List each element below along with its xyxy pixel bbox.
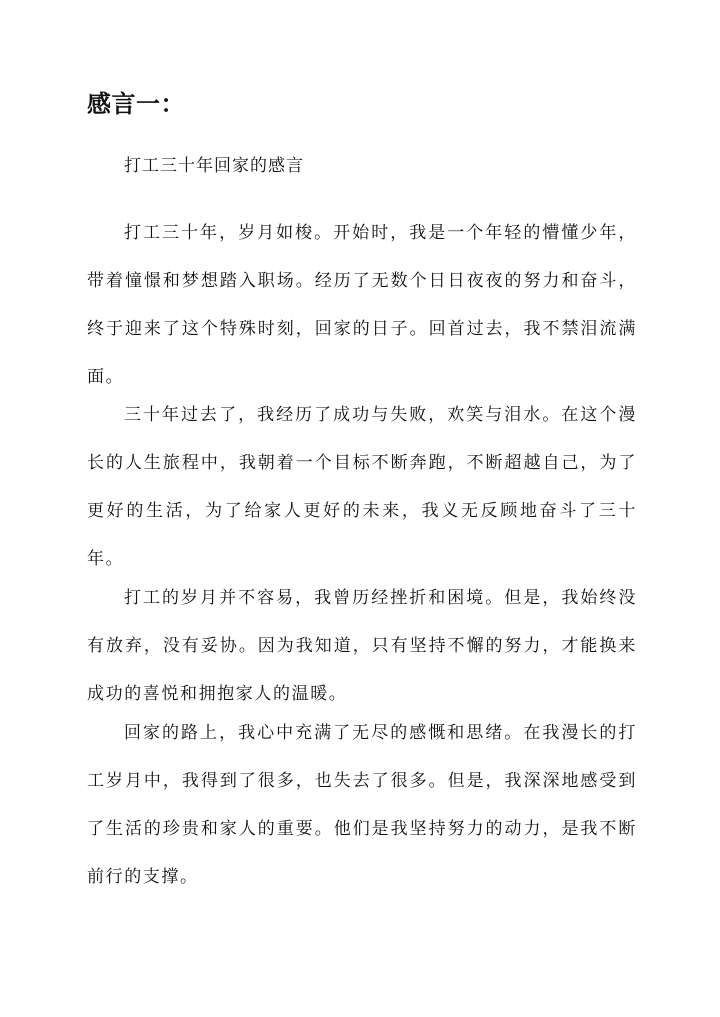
document-heading: 感言一：: [87, 89, 185, 118]
paragraph-3: 打工的岁月并不容易，我曾历经挫折和困境。但是，我始终没有放弃，没有妥协。因为我知道，只有坚持不懈的努力，才能换来成功的喜悦和拥抱家人的温暖。: [87, 588, 637, 704]
paragraph-4: 回家的路上，我心中充满了无尽的感慨和思绪。在我漫长的打工岁月中，我得到了很多，也失去了很多。但是，我深深地感受到了生活的珍贵和家人的重要。他们是我坚持努力的动力，是我不断前行的支撑。: [87, 723, 637, 887]
paragraph-2: 三十年过去了，我经历了成功与失败，欢笑与泪水。在这个漫长的人生旅程中，我朝着一个目标不断奔跑，不断超越自己，为了更好的生活，为了给家人更好的未来，我义无反顾地奋斗了三十年。: [87, 405, 637, 569]
document-subtitle: 打工三十年回家的感言: [124, 156, 304, 176]
paragraph-1: 打工三十年，岁月如梭。开始时，我是一个年轻的懵懂少年，带着憧憬和梦想踏入职场。经历了无数个日日夜夜的努力和奋斗，终于迎来了这个特殊时刻，回家的日子。回首过去，我不禁泪流满面。: [87, 223, 637, 387]
